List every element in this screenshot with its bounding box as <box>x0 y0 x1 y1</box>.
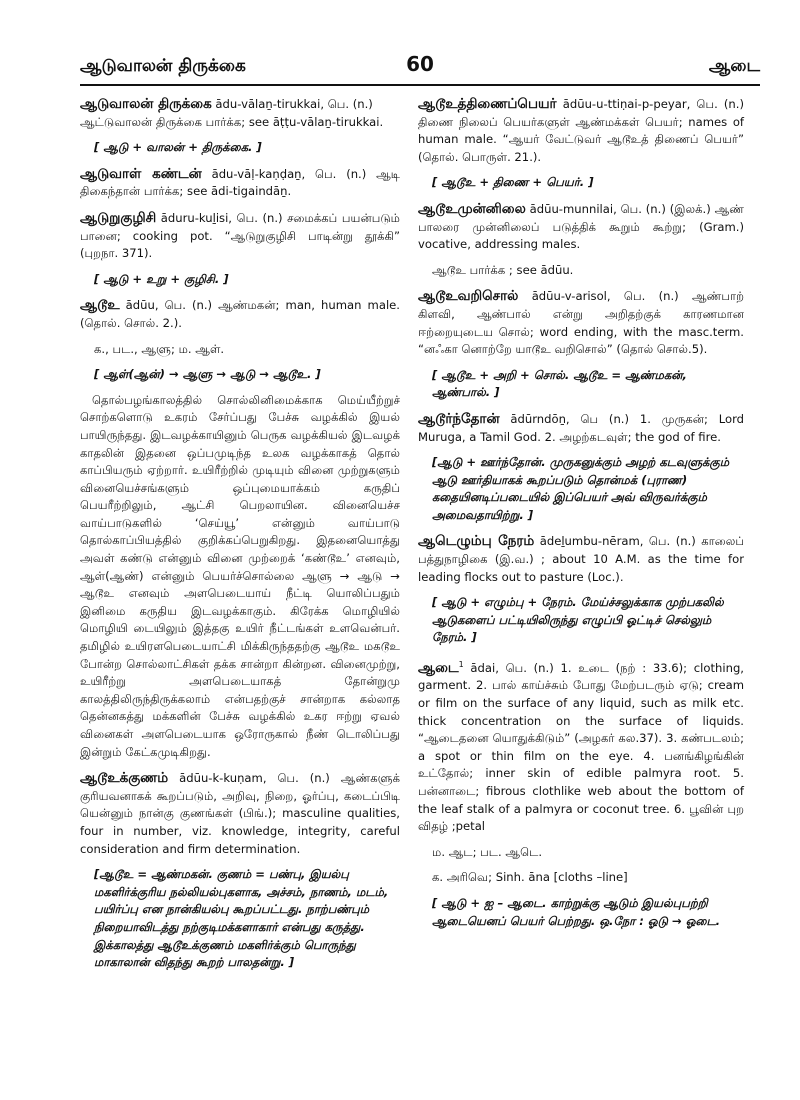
headword: ஆடுவாலன் திருக்கை <box>80 96 212 112</box>
etymology: [ ஆடு + எழும்பு + நேரம். மேய்ச்சலுக்காக முற்பகலில் ஆடுகளைப் பட்டியிலிருந்து எழுப்பி ஓட்டிச் செல்லும் நேரம். ] <box>432 595 724 645</box>
definition: āduru-kuḻisi, பெ. (n.) சமைக்கப் பயன்படும் பானை; cooking pot. “ஆடுறுகுழிசி பாடின்று தூக்கி” (புறநா. 371). <box>80 210 400 261</box>
definition: ādūrndōṉ, பெ (n.) 1. முருகன்; Lord Muruga, a Tamil God. 2. அழற்கடவுள்; the god of fire. <box>418 411 744 444</box>
entry <box>80 210 400 288</box>
definition: ādūu-v-arisol, பெ. (n.) ஆண்பாற் கிளவி, ஆண்பால் என்று அறிதற்குக் காரணமான ஈற்றையுடைய சொல்; word ending, with the masc.term. “னஃகா னொற்றே யாடூஉ வறிசொல்” (தொல் சொல்.5). <box>418 289 744 357</box>
entry <box>418 96 744 192</box>
etymology: [ ஆடு + ஐ – ஆடை. காற்றுக்கு ஆடும் இயல்புபற்றி ஆடையெனப் பெயர் பெற்றது. ஒ.நோ : ஓடு → ஓடை. <box>432 896 721 928</box>
headword: ஆடை <box>418 659 459 676</box>
page-header <box>80 52 760 86</box>
definition: ādūu, பெ. (n.) ஆண்மகன்; man, human male. (தொல். சொல். 2.). <box>80 298 400 330</box>
cognates: க., பட., ஆளு; ம. ஆள். <box>94 341 225 356</box>
definition: ādūu-k-kuṇam, பெ. (n.) ஆண்களுக் குரியவனாகக் கூறப்படும், அறிவு, நிறை, ஓர்ப்பு, கடைப்பிடி யென்னும் நான்கு குணங்கள் (பிங்.); masculine qualities, four in number, viz. knowledge, integrity, careful consideration and firm determination. <box>80 771 400 856</box>
etymology: [ ஆடு + உறு + குழிசி. ] <box>94 271 229 286</box>
definition: ādeḻumbu-nēram, பெ. (n.) காலைப் பத்துநாழிகை (இ.வ.) ; about 10 A.M. as the time for leading flocks out to pasture (Loc.). <box>418 534 744 584</box>
running-head-left: ஆடுவாலன் திருக்கை <box>80 56 246 76</box>
cognates: ம. ஆட; பட. ஆடெ. <box>432 844 543 859</box>
entry <box>80 166 400 201</box>
definition: ādu-vālaṉ-tirukkai, பெ. (n.) <box>211 97 373 111</box>
entry <box>80 297 400 761</box>
etymology: [ ஆடு + வாலன் + திருக்கை. ] <box>94 140 262 155</box>
definition: ādu-vāḷ-kaṇḍaṉ, பெ. (n.) ஆடி திகைந்தான் பார்க்க; see ādi-tigaindāṉ. <box>80 166 400 199</box>
header-rule <box>80 84 760 86</box>
headword: ஆடூஉ <box>80 297 120 314</box>
entry <box>418 411 744 525</box>
headword: ஆடூஉக்குணம் <box>80 770 169 787</box>
definition: ādūu-u-ttiṇai-p-peyar, பெ. (n.) திணை நிலைப் பெயர்களுள் ஆண்மக்கள் பெயர்; names of human male. “ஆயர் வேட்டுவர் ஆடூஉத் திணைப் பெயர்” (தொல். பொருள். 21.). <box>418 97 744 164</box>
headword: ஆடூஉத்திணைப்பெயர் <box>418 96 557 112</box>
cross-reference: ஆடூஉ பார்க்க ; see ādūu. <box>432 262 574 277</box>
headword: ஆடூஉமுன்னிலை <box>418 200 526 217</box>
headword: ஆடெழும்பு நேரம் <box>418 533 535 550</box>
headword: ஆடுறுகுழிசி <box>80 209 157 226</box>
definition: ādai, பெ. (n.) 1. உடை (நற் : 33.6); clothing, garment. 2. பால் காய்ச்சும் போது மேற்படரும் ஏடு; cream or film on the surface of any liquid, such as milk etc. thick concentration on the surface of liquids. “ஆடைதனை யொதுக்கிடும்” (அழகர் கல.37). 3. கண்படலம்; a spot or thin film on the eye. 4. பனங்கிழங்கின் உட்தோல்; inner skin of edible palmyra root. 5. பன்னாடை; fibrous clothlike web about the bottom of the leaf stalk of a palmyra or coconut tree. 6. பூவின் புற விதழ் ;petal <box>418 660 744 834</box>
cross-reference: ஆட்டுவாலன் திருக்கை பார்க்க; see āṭṭu-vālaṉ-tirukkai. <box>80 114 384 129</box>
cognates: க. அரிவெ; Sinh. āna [cloths –line] <box>432 870 628 885</box>
entry <box>80 770 400 972</box>
headword: ஆடூர்ந்தோன் <box>418 410 500 427</box>
headword: ஆடுவாள் கண்டன் <box>80 165 202 182</box>
entry <box>418 201 744 279</box>
etymology: [ஆடு + ஊர்ந்தோன். முருகனுக்கும் அழற் கடவுளுக்கும் ஆடு ஊர்தியாகக் கூறப்படும் தொன்மக் (புராண) கதையினடிப்படையில் இப்பெயர் அவ் விருவர்க்கும் அமைவதாயிற்று. ] <box>432 455 730 522</box>
page-number: 60 <box>406 52 434 76</box>
definition: ādūu-munnilai, பெ. (n.) (இலக்.) ஆண் பாலரை முன்னிலைப் படுத்திக் கூறும் கூற்று; (Gram.) vocative, addressing males. <box>418 201 744 252</box>
headword: ஆடூஉவறிசொல் <box>418 288 519 305</box>
etymology: [ ஆடூஉ + அறி + சொல். ஆடூஉ = ஆண்மகன், ஆண்பால். ] <box>432 367 687 400</box>
etymology: [ ஆள்(ஆன்) → ஆளு → ஆடு → ஆடூஉ. ] <box>94 367 321 382</box>
homonym-number: 1 <box>458 660 464 670</box>
right-column <box>418 96 744 939</box>
explanatory-note: தொல்பழங்காலத்தில் சொல்லினிமைக்காக மெய்யீற்றுச் சொற்களொடு உகரம் சேர்ப்பது பேச்சு வழக்கில் இயல் பாயிருந்தது. இடவழக்காயினும் பெருக வழக்கியல் இடவழக் காதலின் இதனை ஒப்பமுடிந்த உலக வழக்காகத் தொல் காப்பியரும் ஏற்றார். உயிரீற்றில் முடியும் வினை முற்றுகளும் வினையெச்சங்களும் ஒப்புமையாக்கம் கருதிப் பெயரீற்றிலும், ஆட்சி பெறலாயின. வினையெச்ச வாய்பாடுகளில் ‘செய்யூ’ என்னும் வாய்பாடு தொல்காப்பியத்தில் குறிக்கப்பெறுகிறது. இதனையொத்து அவள் கண்டு என்னும் வினை முற்றைக் ‘கண்டூஉ’ எனவும், ஆள்(ஆண்) என்னும் பெயர்ச்சொல்லை ஆளு → ஆடு → ஆடூஉ எனவும் அளபெடையாய் நீட்டி யொலிப்பதும் இனிமை கருதிய இடவழக்காகும். கிரேக்க மொழியில் மொழியி டையிலும் இத்தகு உயிர் நீட்டங்கள் உளவென்பர். தமிழில் உயிரளபெடையாட்சி மிக்கிருந்ததற்கு ஆடூஉ மகடூஉ போன்ற சொல்லாட்சிகள் தக்க சான்றா கின்றன. வினைமுற்று, உயிரீற்று அளபெடையாகத் தோன்றுமு காலத்திலிருந்திருக்கலாம் என்பதற்குச் சான்றாக கல்லாத தென்னகத்து மக்களின் பேச்சு வழக்கில் உகர ஈற்று ஏவல் வினைகள் அளபெடையாக ஒரோருகால் நீண் டொலிப்பது இன்றும் கேட்கமுடிகிறது. <box>80 392 400 759</box>
entry <box>418 288 744 402</box>
running-head-right: ஆடை <box>708 56 760 76</box>
entry <box>418 533 744 647</box>
left-column <box>80 96 400 981</box>
etymology: [ ஆடூஉ + திணை + பெயர். ] <box>432 175 594 190</box>
etymology: [ஆடூஉ = ஆண்மகன். குணம் = பண்பு, இயல்பு மகளிர்க்குரிய நல்லியல்புகளாக, அச்சம், நாணம், மடம், பயிர்ப்பு என நான்கியல்பு கூறப்பட்டது. நாற்பண்பும் நிறையாவிடத்து நற்குடிமக்களாகார் என்பது கருத்து. இக்காலத்து ஆடூஉக்குணம் மகளிர்க்கும் பொருந்து மாகாலான் விதந்து கூறற் பாலதன்று. ] <box>94 867 389 970</box>
entry <box>418 656 744 930</box>
entry <box>80 96 400 157</box>
